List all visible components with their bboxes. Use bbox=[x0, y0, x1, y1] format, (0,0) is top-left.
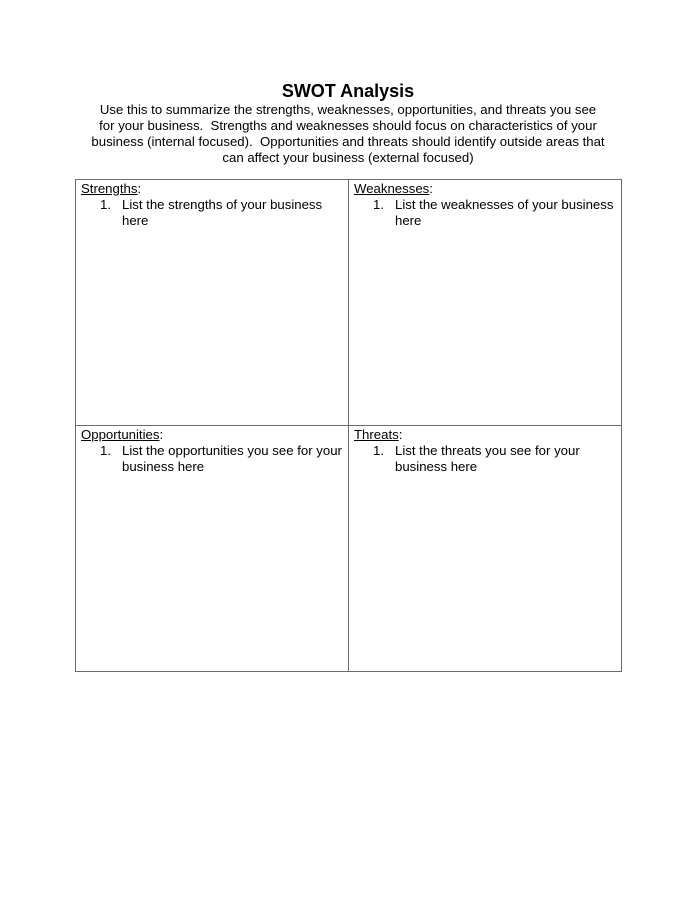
list-item-number: 1. bbox=[100, 197, 111, 212]
quadrant-weaknesses bbox=[349, 180, 622, 426]
list-item-text: List the weaknesses of your business here bbox=[395, 197, 614, 228]
quadrant-opportunities-colon: : bbox=[159, 427, 164, 442]
quadrant-opportunities-label: Opportunities bbox=[81, 427, 160, 442]
list-item bbox=[373, 197, 616, 229]
list-item-text: List the opportunities you see for your business here bbox=[122, 443, 342, 474]
quadrant-opportunities bbox=[76, 426, 349, 672]
list-item-number: 1. bbox=[100, 443, 111, 458]
quadrant-strengths-label: Strengths bbox=[81, 181, 138, 196]
intro-line-1: Use this to summarize the strengths, weaknesses, opportunities, and threats you see bbox=[99, 102, 597, 117]
quadrant-threats-label: Threats bbox=[354, 427, 399, 442]
list-item bbox=[373, 443, 616, 475]
intro-line-2: for your business. Strengths and weaknesses should focus on characteristics of your bbox=[99, 118, 597, 133]
quadrant-heading bbox=[81, 427, 343, 443]
quadrant-threats-colon: : bbox=[398, 427, 403, 442]
intro-line-4: can affect your business (external focused) bbox=[222, 150, 474, 165]
swot-row-top bbox=[76, 180, 622, 426]
swot-table bbox=[75, 179, 622, 672]
quadrant-strengths-colon: : bbox=[137, 181, 142, 196]
quadrant-heading bbox=[354, 427, 616, 443]
list-item-text: List the strengths of your business here bbox=[122, 197, 323, 228]
list-item bbox=[100, 443, 343, 475]
intro-line-3: business (internal focused). Opportunities and threats should identify outside areas that bbox=[91, 134, 605, 149]
quadrant-weaknesses-label: Weaknesses bbox=[354, 181, 430, 196]
quadrant-weaknesses-colon: : bbox=[429, 181, 433, 196]
quadrant-heading bbox=[354, 181, 616, 197]
list-item-text: List the threats you see for your business here bbox=[395, 443, 580, 474]
quadrant-threats bbox=[349, 426, 622, 672]
quadrant-strengths bbox=[76, 180, 349, 426]
list-item-number: 1. bbox=[373, 197, 384, 212]
page-title: SWOT Analysis bbox=[281, 81, 415, 101]
intro-paragraph bbox=[0, 102, 696, 166]
swot-row-bottom bbox=[76, 426, 622, 672]
list-item-number: 1. bbox=[373, 443, 384, 458]
quadrant-heading bbox=[81, 181, 343, 197]
list-item bbox=[100, 197, 343, 229]
